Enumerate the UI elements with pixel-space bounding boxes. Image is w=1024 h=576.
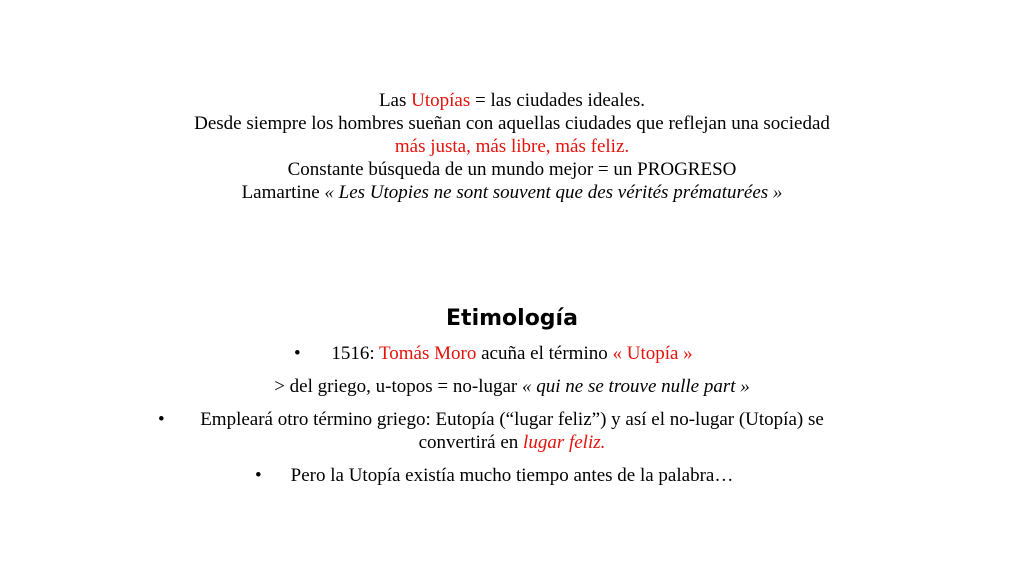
item-text: Empleará otro término griego: Eutopía (“lugar feliz”) y así el no-lugar (Utopía) se (200, 409, 824, 430)
lamartine-quote: « Les Utopies ne sont souvent que des vérités prématurées » (324, 182, 783, 203)
intro-text: = las ciudades ideales. (470, 90, 646, 111)
item-text: acuña el término (476, 343, 613, 364)
tomas-moro-highlight: Tomás Moro (379, 343, 477, 364)
bullet-icon: • (158, 409, 165, 430)
list-item (150, 464, 874, 487)
item-text: > del griego, u-topos = no-lugar (274, 376, 522, 397)
etimologia-list (150, 342, 874, 497)
item-text: 1516: (331, 343, 379, 364)
item-text: convertirá en (418, 432, 524, 453)
section-heading: Etimología (446, 306, 578, 331)
intro-line-3: más justa, más libre, más feliz. (394, 136, 630, 157)
list-item (150, 375, 874, 398)
utopia-term-highlight: « Utopía » (612, 343, 693, 364)
intro-text: Las (378, 90, 412, 111)
bullet-icon: • (294, 343, 301, 364)
list-item (150, 342, 874, 365)
intro-block (0, 89, 1024, 204)
nulle-part-quote: « qui ne se trouve nulle part » (522, 376, 750, 397)
lugar-feliz-highlight: lugar feliz. (523, 432, 606, 453)
lamartine-label: Lamartine (241, 182, 325, 203)
intro-line-5 (0, 181, 1024, 204)
utopias-highlight: Utopías (411, 90, 471, 111)
list-item (150, 408, 874, 454)
intro-line-4: Constante búsqueda de un mundo mejor = un PROGRESO (287, 159, 737, 180)
bullet-icon: • (255, 465, 262, 486)
item-text: Pero la Utopía existía mucho tiempo antes de la palabra… (290, 465, 734, 486)
intro-line-2: Desde siempre los hombres sueñan con aquellas ciudades que reflejan una sociedad (194, 113, 830, 134)
intro-line-1 (0, 89, 1024, 112)
